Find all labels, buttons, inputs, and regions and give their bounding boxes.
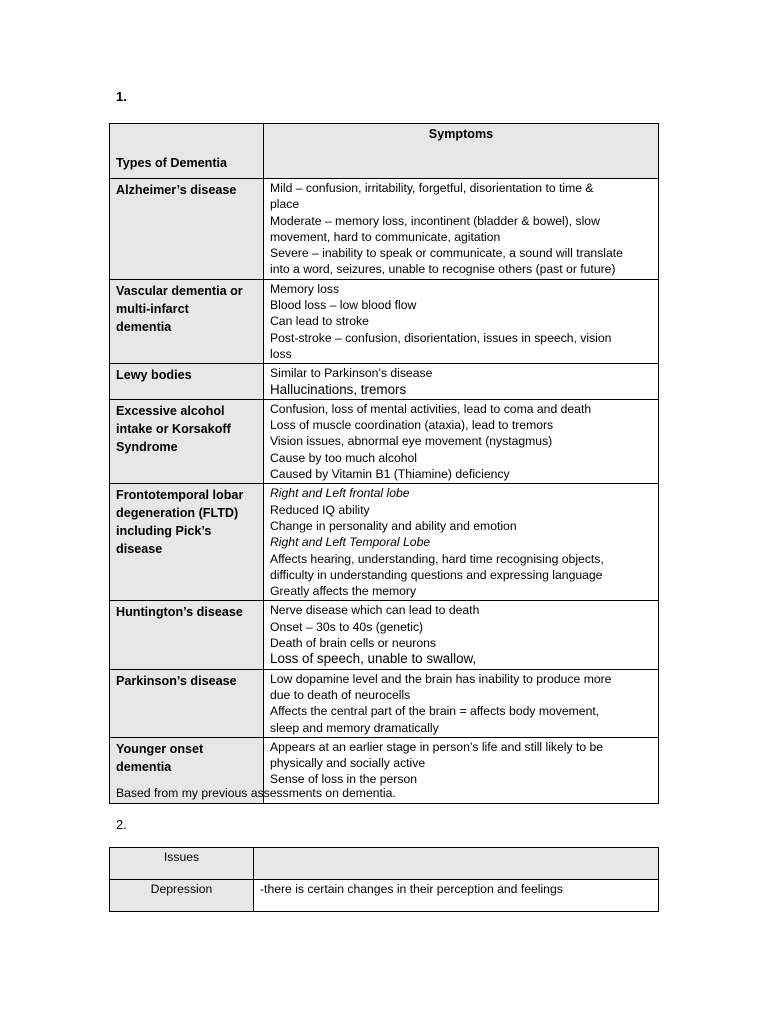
header-symptoms: Symptoms bbox=[264, 124, 659, 179]
dementia-types-table bbox=[109, 123, 659, 804]
dementia-type-cell bbox=[110, 669, 264, 737]
section-1-number: 1. bbox=[116, 89, 127, 104]
symptom-line: Moderate – memory loss, incontinent (bladder & bowel), slow bbox=[270, 213, 600, 228]
symptom-line: Memory loss bbox=[270, 281, 340, 296]
symptom-line: physically and socially active bbox=[270, 756, 426, 771]
type-line: Parkinson’s disease bbox=[116, 673, 237, 688]
symptom-line: Loss of speech, unable to swallow, bbox=[270, 651, 477, 667]
type-line: degeneration (FLTD) bbox=[116, 506, 239, 521]
symptom-line: Nerve disease which can lead to death bbox=[270, 603, 480, 618]
header-types-of-dementia: Types of Dementia bbox=[110, 124, 264, 179]
symptom-line: Hallucinations, tremors bbox=[270, 381, 407, 397]
dementia-type-cell bbox=[110, 279, 264, 363]
symptom-subheading: Right and Left frontal lobe bbox=[270, 486, 410, 501]
table-row bbox=[110, 601, 659, 669]
type-line: Lewy bodies bbox=[116, 368, 192, 383]
type-line: Alzheimer’s disease bbox=[116, 183, 237, 197]
symptoms-cell bbox=[264, 279, 659, 363]
symptom-line: Death of brain cells or neurons bbox=[270, 636, 436, 651]
symptom-line: Severe – inability to speak or communicate, a sound will translate bbox=[270, 246, 623, 261]
type-line: Frontotemporal lobar bbox=[116, 488, 244, 503]
table-row bbox=[110, 364, 659, 400]
symptom-line: Greatly affects the memory bbox=[270, 584, 417, 599]
symptoms-cell bbox=[264, 669, 659, 737]
symptom-line: Blood loss – low blood flow bbox=[270, 298, 417, 313]
table-row bbox=[110, 880, 659, 912]
type-line: Excessive alcohol bbox=[116, 403, 225, 418]
issue-cell: Depression bbox=[110, 880, 254, 912]
symptom-line: Loss of muscle coordination (ataxia), lead to tremors bbox=[270, 418, 554, 433]
dementia-type-cell bbox=[110, 364, 264, 400]
type-line: intake or Korsakoff bbox=[116, 421, 231, 436]
symptom-line: Change in personality and ability and emotion bbox=[270, 518, 517, 533]
symptom-line: Confusion, loss of mental activities, lead to coma and death bbox=[270, 401, 592, 416]
symptoms-cell bbox=[264, 179, 659, 280]
symptoms-cell bbox=[264, 364, 659, 400]
dementia-type-cell bbox=[110, 179, 264, 280]
dementia-type-cell bbox=[110, 399, 264, 483]
symptom-line: into a word, seizures, unable to recognise others (past or future) bbox=[270, 262, 616, 277]
symptom-line: Appears at an earlier stage in person’s life and still likely to be bbox=[270, 739, 604, 754]
type-line: multi-infarct bbox=[116, 301, 189, 316]
header-description bbox=[254, 848, 659, 880]
symptoms-cell bbox=[264, 399, 659, 483]
symptoms-cell bbox=[264, 601, 659, 669]
symptom-line: Mild – confusion, irritability, forgetful, disorientation to time & bbox=[270, 181, 594, 195]
symptom-line: movement, hard to communicate, agitation bbox=[270, 229, 501, 244]
type-line: dementia bbox=[116, 759, 172, 774]
symptom-line: Sense of loss in the person bbox=[270, 772, 418, 787]
dementia-type-cell bbox=[110, 484, 264, 601]
table-header-row bbox=[110, 124, 659, 179]
symptom-line: Cause by too much alcohol bbox=[270, 450, 418, 465]
issues-table bbox=[109, 847, 659, 912]
symptom-line: due to death of neurocells bbox=[270, 687, 411, 702]
symptom-line: difficulty in understanding questions and expressing language bbox=[270, 567, 603, 582]
type-line: Younger onset bbox=[116, 741, 204, 756]
symptoms-cell bbox=[264, 484, 659, 601]
symptom-line: Similar to Parkinson’s disease bbox=[270, 366, 433, 381]
symptom-line: Low dopamine level and the brain has inability to produce more bbox=[270, 671, 612, 686]
issue-description-cell: -there is certain changes in their perception and feelings bbox=[254, 880, 659, 912]
symptom-subheading: Right and Left Temporal Lobe bbox=[270, 535, 431, 550]
type-line: Vascular dementia or bbox=[116, 283, 243, 298]
type-line: including Pick’s bbox=[116, 524, 212, 539]
dementia-type-cell bbox=[110, 601, 264, 669]
section-2-number: 2. bbox=[116, 817, 127, 832]
type-line: dementia bbox=[116, 319, 172, 334]
type-line: Syndrome bbox=[116, 439, 178, 454]
table-row bbox=[110, 669, 659, 737]
table-row bbox=[110, 484, 659, 601]
symptom-line: Affects hearing, understanding, hard time recognising objects, bbox=[270, 551, 604, 566]
symptom-line: Vision issues, abnormal eye movement (nystagmus) bbox=[270, 434, 553, 449]
source-note: Based from my previous assessments on dementia. bbox=[116, 786, 396, 800]
header-issues: Issues bbox=[110, 848, 254, 880]
table-row bbox=[110, 399, 659, 483]
symptom-line: Reduced IQ ability bbox=[270, 502, 370, 517]
symptom-line: Affects the central part of the brain = affects body movement, bbox=[270, 704, 600, 719]
symptom-line: Onset – 30s to 40s (genetic) bbox=[270, 619, 424, 634]
symptom-line: Can lead to stroke bbox=[270, 314, 369, 329]
symptom-line: Caused by Vitamin B1 (Thiamine) deficiency bbox=[270, 467, 510, 482]
symptom-line: Post-stroke – confusion, disorientation, issues in speech, vision bbox=[270, 330, 612, 345]
type-line: disease bbox=[116, 542, 163, 557]
symptom-line: sleep and memory dramatically bbox=[270, 720, 439, 735]
symptom-line: loss bbox=[270, 346, 292, 361]
table-row bbox=[110, 179, 659, 280]
table-row bbox=[110, 279, 659, 363]
type-line: Huntington’s disease bbox=[116, 605, 243, 620]
symptom-line: place bbox=[270, 197, 300, 212]
table-header-row bbox=[110, 848, 659, 880]
